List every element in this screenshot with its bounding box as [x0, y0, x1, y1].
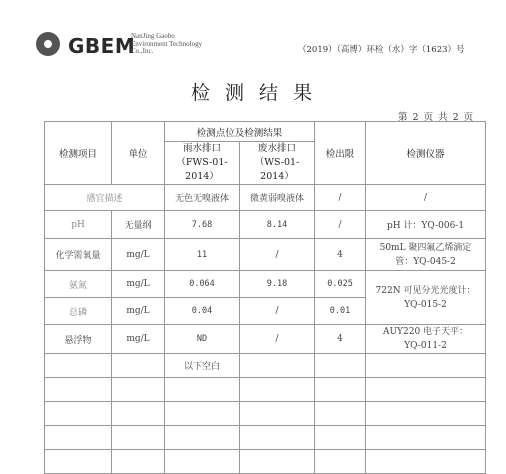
cell-unit: 无量纲	[112, 211, 165, 239]
instrument-line-2: YQ-011-2	[404, 341, 447, 351]
header-point-1	[165, 142, 240, 185]
cell-limit: 4	[315, 325, 366, 354]
cell-empty	[240, 426, 315, 450]
cell-empty	[165, 426, 240, 450]
cell-item: 悬浮物	[45, 325, 112, 354]
cell-limit: 0.025	[315, 271, 366, 298]
cell-empty	[112, 426, 165, 450]
cell-point-1: ND	[165, 325, 240, 354]
cell-blank-note: 以下空白	[165, 354, 240, 378]
cell-empty	[45, 378, 112, 402]
cell-point-2: 微黄弱嗅液体	[240, 185, 315, 211]
header-group: 检测点位及检测结果	[165, 122, 315, 142]
results-table	[44, 121, 486, 474]
cell-point-1: 无色无嗅液体	[165, 185, 240, 211]
cell-limit: 4	[315, 239, 366, 271]
header-unit: 单位	[112, 122, 165, 185]
company-line-2: Environment Technology	[131, 39, 203, 48]
cell-empty	[315, 354, 366, 378]
cell-empty	[112, 402, 165, 426]
company-name	[131, 33, 202, 56]
point-2-name: 废水排口	[258, 143, 297, 154]
cell-empty	[165, 450, 240, 474]
cell-limit: /	[315, 185, 366, 211]
cell-point-1: 0.04	[165, 298, 240, 325]
cell-point-2: /	[240, 298, 315, 325]
cell-point-1: 0.064	[165, 271, 240, 298]
cell-unit: mg/L	[112, 298, 165, 325]
cell-empty	[366, 402, 486, 426]
cell-empty	[45, 354, 112, 378]
company-line-3: Co.,Inc.	[131, 47, 154, 55]
cell-point-2: 9.18	[240, 271, 315, 298]
cell-empty	[45, 450, 112, 474]
cell-point-2: /	[240, 239, 315, 271]
cell-item: 化学需氧量	[45, 239, 112, 271]
cell-empty	[112, 450, 165, 474]
cell-empty	[112, 354, 165, 378]
company-line-1: NanJing Gaobo	[131, 32, 175, 40]
header-limit: 检出限	[315, 122, 366, 185]
header-item: 检测项目	[45, 122, 112, 185]
certificate-number: （2019）（高博）环检（水）字（1623）号	[298, 45, 465, 55]
cell-empty	[240, 450, 315, 474]
cell-instrument: pH 计：YQ-006-1	[366, 211, 486, 239]
instrument-line-1: 722N 可见分光光度计：	[375, 285, 476, 296]
header-row-1	[45, 122, 486, 142]
cell-unit: mg/L	[112, 239, 165, 271]
instrument-line-1: 50mL 聚四氟乙烯滴定	[379, 242, 472, 253]
table-row	[45, 211, 486, 239]
page-number: 第 2 页 共 2 页	[398, 112, 475, 123]
cell-empty	[45, 402, 112, 426]
cell-item: pH	[45, 211, 112, 239]
cell-unit: mg/L	[112, 271, 165, 298]
cell-empty	[165, 402, 240, 426]
cell-instrument	[366, 239, 486, 271]
cell-empty	[240, 354, 315, 378]
cell-empty	[366, 426, 486, 450]
cell-empty	[240, 378, 315, 402]
header-point-2	[240, 142, 315, 185]
cell-instrument	[366, 325, 486, 354]
brand-name: GBEM	[68, 34, 136, 58]
point-1-code: （FWS-01-2014）	[176, 157, 228, 182]
cell-limit: 0.01	[315, 298, 366, 325]
cell-empty	[366, 450, 486, 474]
cell-empty	[315, 450, 366, 474]
cell-point-2: 8.14	[240, 211, 315, 239]
cell-unit: mg/L	[112, 325, 165, 354]
table-row	[45, 354, 486, 378]
cell-empty	[366, 354, 486, 378]
cell-item: 氨氮	[45, 271, 112, 298]
cell-item: 总磷	[45, 298, 112, 325]
table-row	[45, 239, 486, 271]
cell-limit: /	[315, 211, 366, 239]
cell-empty	[240, 402, 315, 426]
company-logo-icon	[36, 32, 60, 56]
cell-empty	[112, 378, 165, 402]
table-row	[45, 378, 486, 402]
cell-empty	[366, 378, 486, 402]
table-row	[45, 271, 486, 298]
table-row	[45, 450, 486, 474]
table-row	[45, 426, 486, 450]
cell-empty	[315, 402, 366, 426]
table-row	[45, 185, 486, 211]
point-2-code: （WS-01-2014）	[254, 157, 300, 182]
cell-point-1: 11	[165, 239, 240, 271]
cell-empty	[315, 426, 366, 450]
instrument-line-2: 管：YQ-045-2	[395, 256, 456, 267]
page-title: 检测结果	[190, 82, 327, 104]
cell-point-2: /	[240, 325, 315, 354]
cell-empty	[315, 378, 366, 402]
table-row	[45, 402, 486, 426]
instrument-line-2: YQ-015-2	[404, 299, 447, 310]
instrument-line-1: AUY220 电子天平：	[382, 327, 469, 337]
cell-empty	[45, 426, 112, 450]
cell-item: 感官描述	[45, 185, 165, 211]
cell-point-1: 7.68	[165, 211, 240, 239]
point-1-name: 雨水排口	[182, 143, 221, 154]
cell-empty	[165, 378, 240, 402]
header-instrument: 检测仪器	[366, 122, 486, 185]
cell-instrument	[366, 271, 486, 325]
cell-instrument: /	[366, 185, 486, 211]
table-row	[45, 325, 486, 354]
